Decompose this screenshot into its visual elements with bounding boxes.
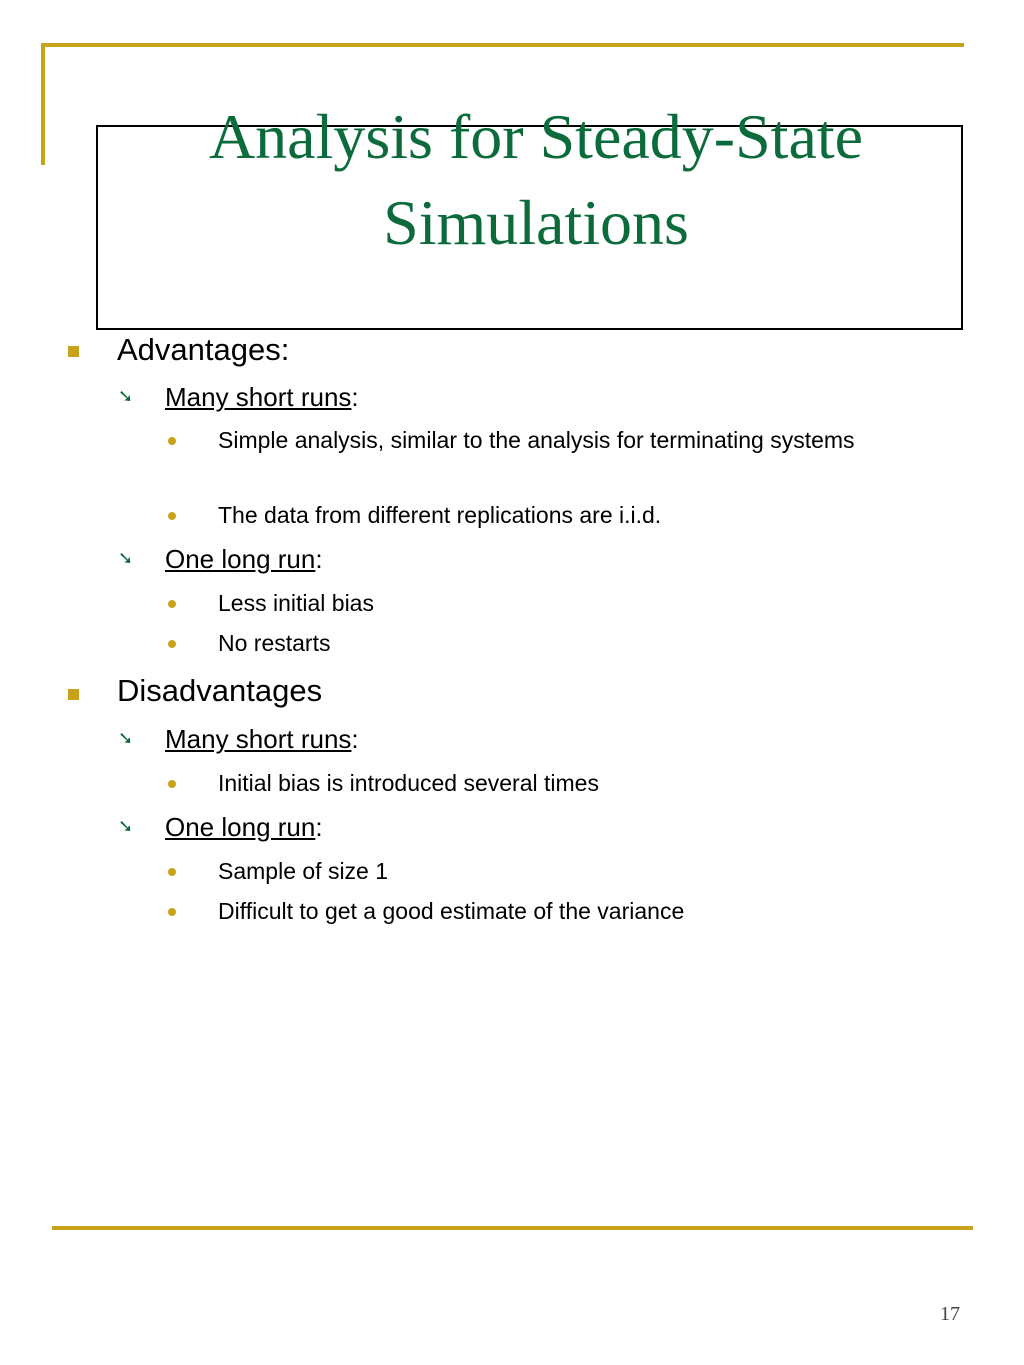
- slide-title-line-1: Analysis for Steady-State: [208, 101, 864, 172]
- advantages-many-short-label: Many short runs: [165, 382, 352, 412]
- disadvantages-one-long-label: One long run: [165, 812, 316, 842]
- disadvantages-one-long-suffix: :: [315, 812, 323, 842]
- list-item: Less initial bias: [218, 590, 374, 616]
- list-item: The data from different replications are i.i.d.: [218, 502, 662, 528]
- dot-bullet-icon: [168, 780, 176, 788]
- dot-bullet-icon: [168, 640, 176, 648]
- list-item: No restarts: [218, 630, 331, 656]
- disadvantages-one-long-run: [165, 811, 323, 843]
- advantages-one-long-run: [165, 543, 323, 575]
- arrow-down-icon: ➘: [118, 728, 134, 749]
- list-item: Difficult to get a good estimate of the variance: [218, 898, 685, 924]
- arrow-down-icon: ➘: [118, 548, 134, 569]
- list-item: Sample of size 1: [218, 858, 389, 884]
- advantages-one-long-suffix: :: [315, 544, 323, 574]
- list-item: Simple analysis, similar to the analysis for terminating systems: [218, 427, 855, 453]
- advantages-many-short-suffix: :: [351, 382, 359, 412]
- arrow-down-icon: ➘: [118, 816, 134, 837]
- slide-title-line-2: Simulations: [383, 187, 689, 258]
- dot-bullet-icon: [168, 600, 176, 608]
- disadvantages-heading: Disadvantages: [117, 673, 323, 708]
- advantages-many-short-runs: [165, 381, 359, 413]
- advantages-heading: Advantages:: [117, 332, 290, 367]
- arrow-down-icon: ➘: [118, 386, 134, 407]
- bottom-gold-rule: [52, 1226, 973, 1230]
- dot-bullet-icon: [168, 512, 176, 520]
- dot-bullet-icon: [168, 437, 176, 445]
- advantages-one-long-label: One long run: [165, 544, 316, 574]
- square-bullet-icon: [68, 689, 79, 700]
- list-item: Initial bias is introduced several times: [218, 770, 599, 796]
- page-number: 17: [940, 1303, 960, 1325]
- disadvantages-many-short-suffix: :: [351, 724, 359, 754]
- dot-bullet-icon: [168, 868, 176, 876]
- disadvantages-many-short-label: Many short runs: [165, 724, 352, 754]
- disadvantages-many-short-runs: [165, 723, 359, 755]
- square-bullet-icon: [68, 346, 79, 357]
- dot-bullet-icon: [168, 908, 176, 916]
